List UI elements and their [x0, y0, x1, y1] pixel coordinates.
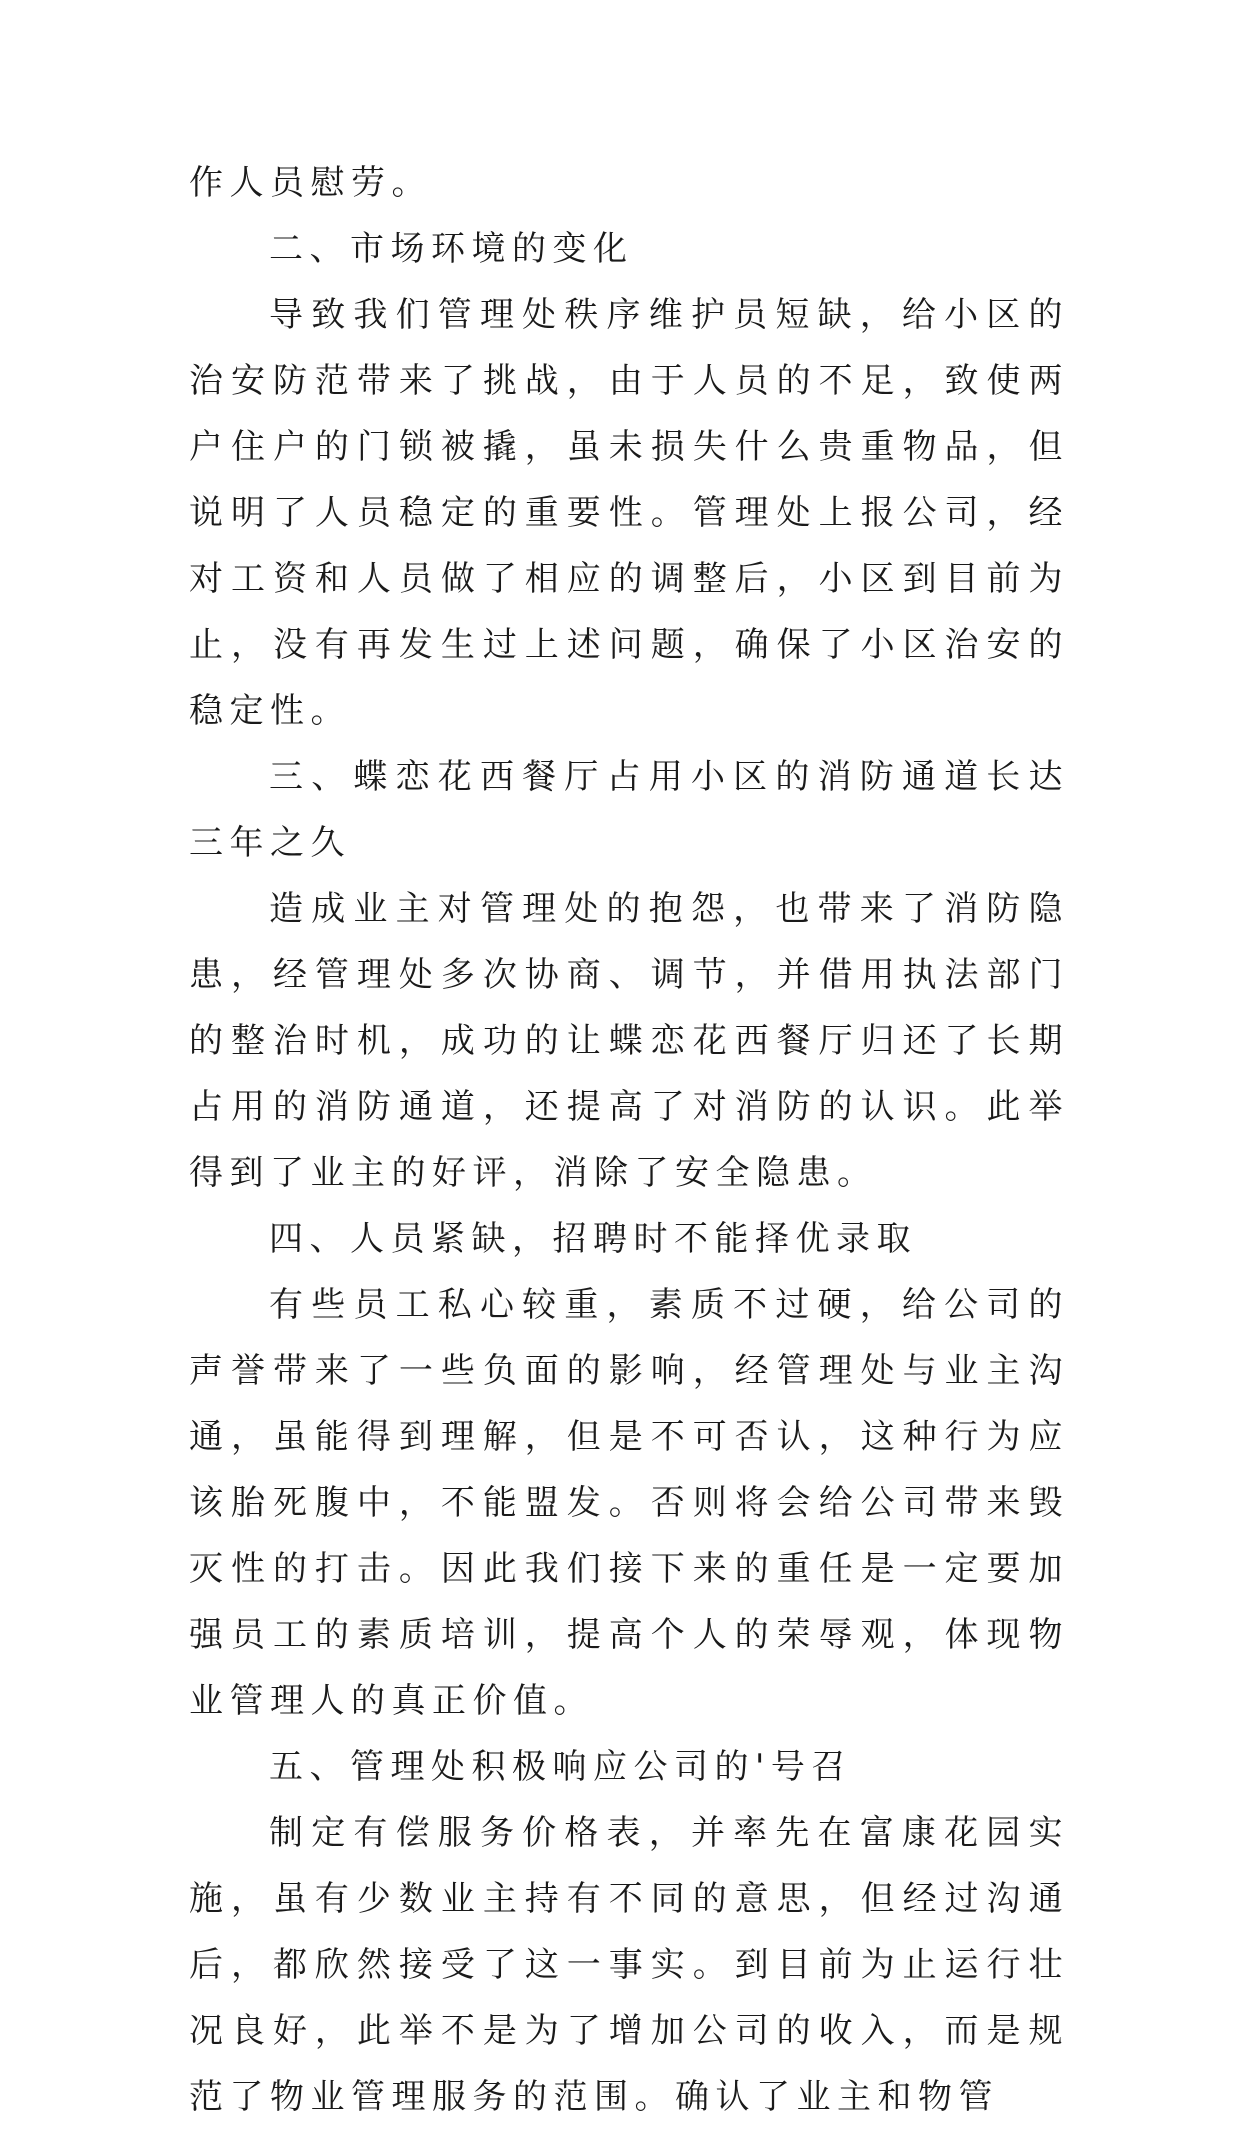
- paragraph: 有些员工私心较重，素质不过硬，给公司的声誉带来了一些负面的影响，经管理处与业主沟通，虽能得到理解，但是不可否认，这种行为应该胎死腹中，不能盟发。否则将会给公司带来毁灭性的打击。因此我们接下来的重任是一定要加强员工的素质培训，提高个人的荣辱观，体现物业管理人的真正价值。: [189, 1285, 1069, 1721]
- section-heading-5: 五、管理处积极响应公司的'号召: [269, 1747, 852, 1787]
- document-body: [189, 150, 1069, 2130]
- paragraph-continuation: 作人员慰劳。: [189, 163, 432, 203]
- paragraph: 制定有偿服务价格表，并率先在富康花园实施，虽有少数业主持有不同的意思，但经过沟通后，都欣然接受了这一事实。到目前为止运行壮况良好，此举不是为了增加公司的收入，而是规范了物业管理服务的范围。确认了业主和物管: [189, 1813, 1069, 2117]
- section-heading-2: 二、市场环境的变化: [269, 229, 634, 269]
- section-heading-4: 四、人员紧缺，招聘时不能择优录取: [269, 1219, 917, 1259]
- section-heading-3: 三、蝶恋花西餐厅占用小区的消防通道长达三年之久: [189, 757, 1069, 863]
- paragraph: 造成业主对管理处的抱怨，也带来了消防隐患，经管理处多次协商、调节，并借用执法部门的整治时机，成功的让蝶恋花西餐厅归还了长期占用的消防通道，还提高了对消防的认识。此举得到了业主的好评，消除了安全隐患。: [189, 889, 1069, 1193]
- paragraph: 导致我们管理处秩序维护员短缺，给小区的治安防范带来了挑战，由于人员的不足，致使两户住户的门锁被撬，虽未损失什么贵重物品，但说明了人员稳定的重要性。管理处上报公司，经对工资和人员做了相应的调整后，小区到目前为止，没有再发生过上述问题，确保了小区治安的稳定性。: [189, 295, 1069, 731]
